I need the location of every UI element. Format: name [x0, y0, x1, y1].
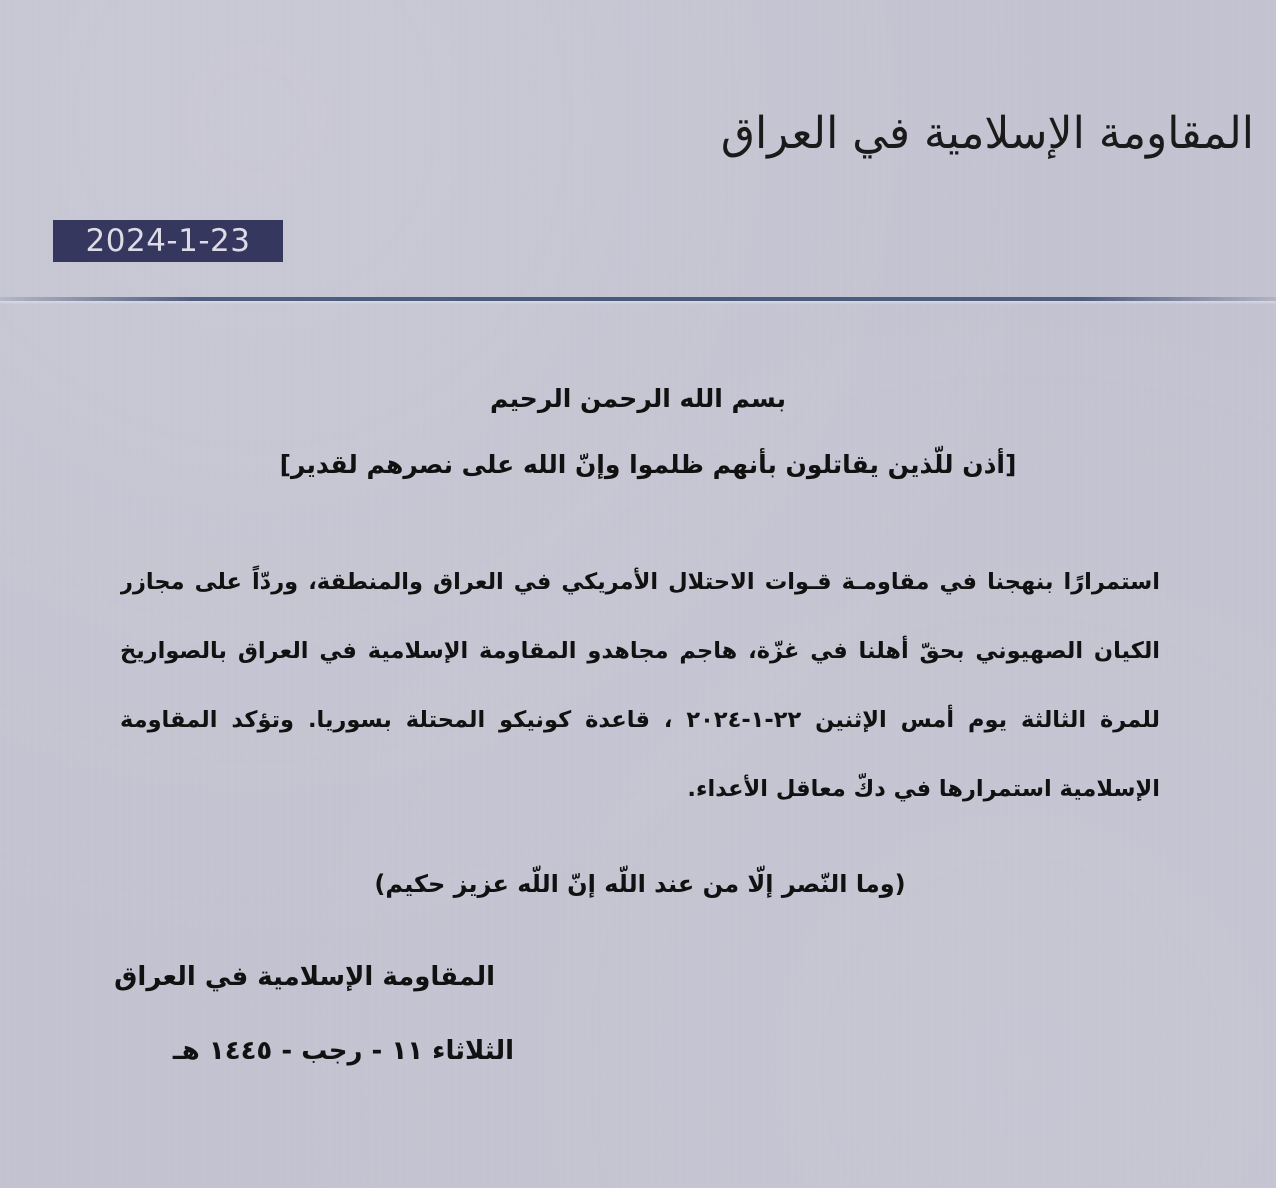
- header-divider: [0, 297, 1276, 301]
- organization-logo: المقاومة الإسلامية في العراق: [720, 108, 1254, 159]
- basmala-heading: بسم الله الرحمن الرحيم: [490, 384, 786, 413]
- date-badge: 2024-1-23: [53, 220, 283, 262]
- body-line-2: الكيان الصهيوني بحقّ أهلنا في غزّة، هاجم مجاهدو المقاومة الإسلامية في العراق بالصواريخ: [120, 638, 1160, 664]
- body-line-4: الإسلامية استمرارها في دكّ معاقل الأعداء.: [687, 776, 1160, 802]
- statement-body: [120, 548, 1160, 824]
- body-line-3: للمرة الثالثة يوم أمس الإثنين ٢٢-١-٢٠٢٤ ، قاعدة كونيكو المحتلة بسوريا. وتؤكد المقاومة: [120, 707, 1160, 733]
- body-line-1: استمرارًا بنهجنا في مقاومـة قـوات الاحتلال الأمريكي في العراق والمنطقة، وردّاً على مجازر: [120, 569, 1160, 595]
- opening-verse: [أذن للّذين يقاتلون بأنهم ظلموا وإنّ الله على نصرهم لقدير]: [279, 450, 1017, 479]
- hijri-date: الثلاثاء ١١ - رجب - ١٤٤٥ هـ: [172, 1036, 514, 1066]
- signature: المقاومة الإسلامية في العراق: [114, 962, 495, 992]
- closing-verse: (وما النّصر إلّا من عند اللّه إنّ اللّه عزيز حكيم): [374, 870, 906, 898]
